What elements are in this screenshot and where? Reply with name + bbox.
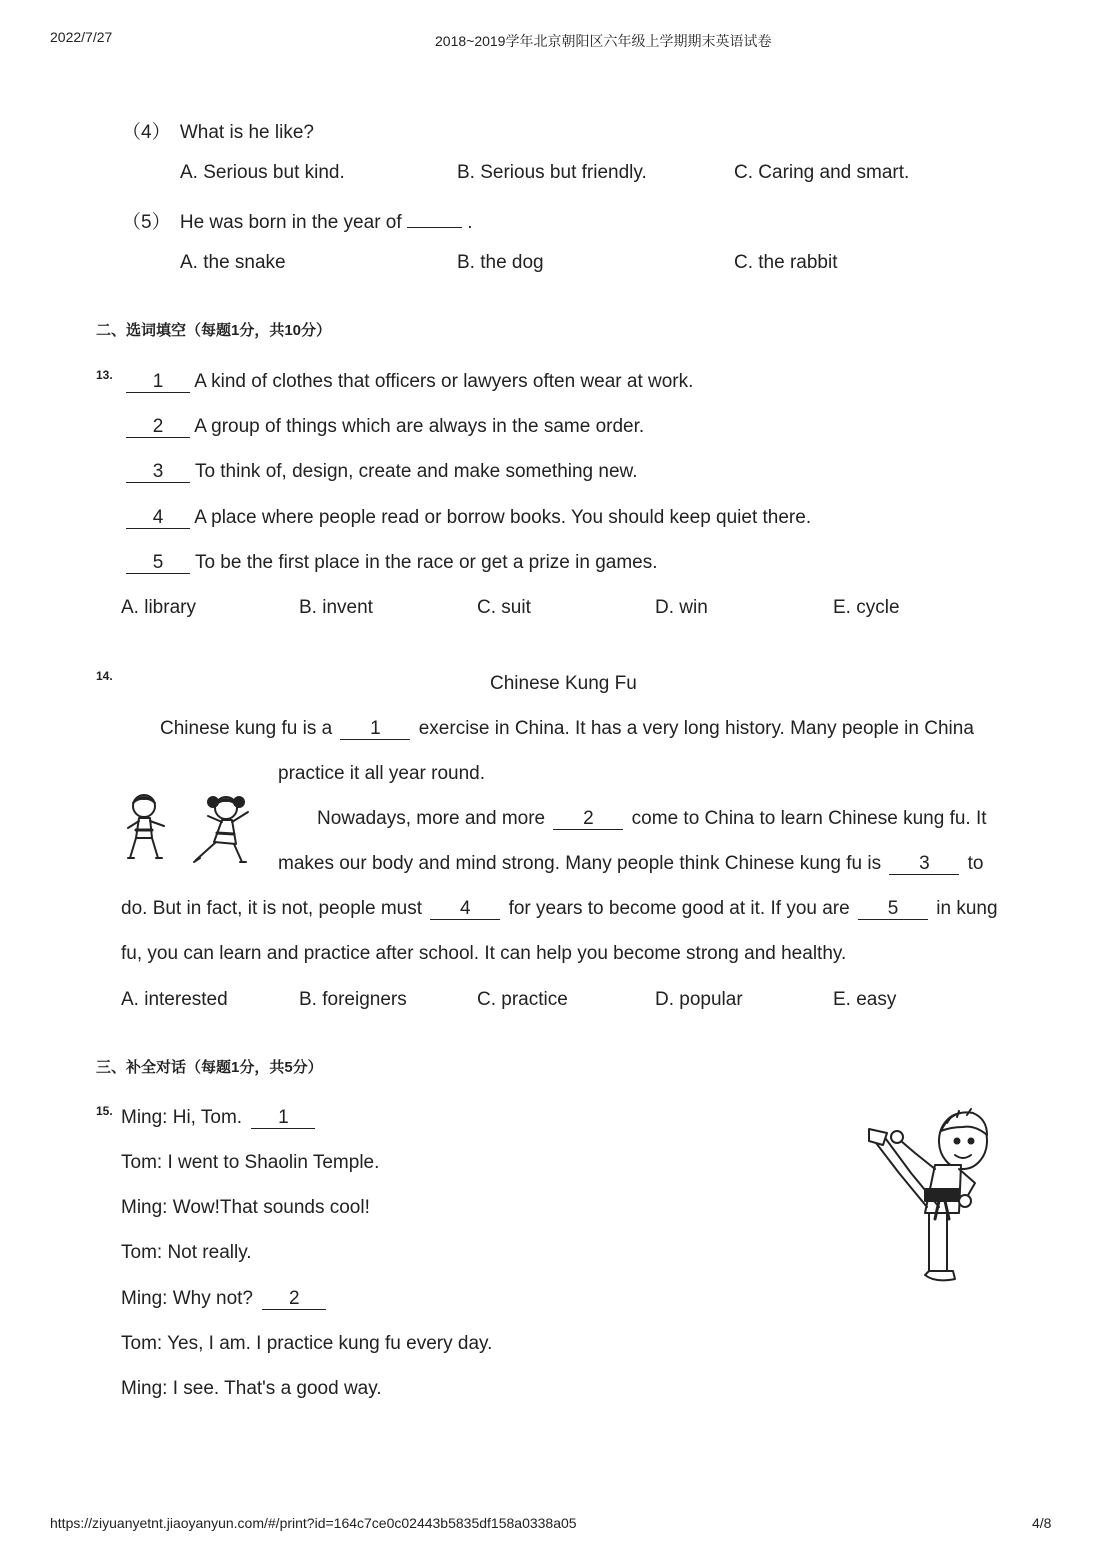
answer-blank: 5 (858, 899, 928, 920)
kung-fu-kids-illustration (124, 790, 266, 868)
q14-option-c: C. practice (477, 989, 568, 1010)
dialogue-line-4: Tom: Not really. (121, 1242, 252, 1263)
answer-blank: 2 (262, 1289, 326, 1310)
item-text: To think of, design, create and make something new. (194, 461, 638, 482)
q5-option-a: A. the snake (180, 252, 286, 273)
q4-option-b: B. Serious but friendly. (457, 162, 647, 183)
item-text: A place where people read or borrow books. You should keep quiet there. (194, 507, 812, 528)
section-2-title: 二、选词填空（每题1分，共10分） (96, 322, 332, 339)
q14-option-a: A. interested (121, 989, 228, 1010)
item-text: To be the first place in the race or get a prize in games. (194, 552, 658, 573)
answer-blank (407, 227, 462, 228)
q13-option-c: C. suit (477, 597, 531, 618)
dialogue-text: Ming: Hi, Tom. (121, 1107, 243, 1128)
page-number: 4/8 (1032, 1515, 1052, 1531)
answer-blank: 3 (126, 462, 190, 483)
answer-blank: 2 (126, 417, 190, 438)
passage-text: to (967, 853, 984, 874)
question-15-number: 15. (96, 1104, 113, 1118)
q14-option-b: B. foreigners (299, 989, 407, 1010)
dialogue-line-2: Tom: I went to Shaolin Temple. (121, 1152, 380, 1173)
page-url: https://ziyuanyetnt.jiaoyanyun.com/#/print?id=164c7ce0c02443b5835df158a0338a05 (50, 1515, 577, 1531)
answer-blank: 2 (553, 809, 623, 830)
dialogue-text: Ming: Why not? (121, 1288, 253, 1309)
answer-blank: 5 (126, 553, 190, 574)
q13-item-3 (126, 461, 637, 483)
question-text: What is he like? (179, 122, 314, 143)
passage-text: makes our body and mind strong. Many people think Chinese kung fu is (278, 853, 882, 874)
question-5 (122, 207, 473, 234)
passage-text: exercise in China. It has a very long history. Many people in China (418, 718, 974, 739)
print-date: 2022/7/27 (50, 29, 113, 45)
passage-line-4 (278, 853, 984, 875)
q14-option-e: E. easy (833, 989, 897, 1010)
q13-option-d: D. win (655, 597, 708, 618)
question-text-end: . (467, 212, 473, 233)
q13-option-e: E. cycle (833, 597, 900, 618)
question-4 (122, 117, 314, 144)
question-13-number: 13. (96, 368, 113, 382)
q14-option-d: D. popular (655, 989, 743, 1010)
item-text: A group of things which are always in the same order. (194, 416, 645, 437)
dialogue-line-1 (121, 1107, 315, 1129)
q13-option-b: B. invent (299, 597, 373, 618)
dialogue-line-7: Ming: I see. That's a good way. (121, 1378, 382, 1399)
q5-option-b: B. the dog (457, 252, 544, 273)
q13-item-4 (126, 507, 811, 529)
passage-text: do. But in fact, it is not, people must (121, 898, 422, 919)
passage-text: come to China to learn Chinese kung fu. It (631, 808, 987, 829)
q4-option-a: A. Serious but kind. (180, 162, 345, 183)
answer-blank: 1 (251, 1108, 315, 1129)
dialogue-line-3: Ming: Wow!That sounds cool! (121, 1197, 370, 1218)
q5-option-c: C. the rabbit (734, 252, 838, 273)
passage-line-6: fu, you can learn and practice after school. It can help you become strong and healthy. (121, 943, 847, 964)
passage-text: Chinese kung fu is a (160, 718, 333, 739)
question-number: （5） (122, 212, 171, 233)
section-3-title: 三、补全对话（每题1分，共5分） (96, 1059, 323, 1076)
passage-text: Nowadays, more and more (317, 808, 546, 829)
passage-line-2: practice it all year round. (278, 763, 485, 784)
q13-item-5 (126, 552, 658, 574)
q13-item-2 (126, 416, 644, 438)
question-14-number: 14. (96, 669, 113, 683)
q13-item-1 (126, 371, 693, 393)
answer-blank: 4 (430, 899, 500, 920)
dialogue-line-6: Tom: Yes, I am. I practice kung fu every day. (121, 1333, 493, 1354)
document-title: 2018~2019学年北京朝阳区六年级上学期期末英语试卷 (435, 33, 772, 49)
answer-blank: 4 (126, 508, 190, 529)
passage-line-3 (317, 808, 987, 830)
karate-kick-boy-illustration (855, 1103, 995, 1289)
passage-text: for years to become good at it. If you are (508, 898, 850, 919)
question-text: He was born in the year of (179, 212, 402, 233)
q13-option-a: A. library (121, 597, 196, 618)
passage-title: Chinese Kung Fu (490, 673, 637, 694)
passage-line-5 (121, 898, 998, 920)
item-text: A kind of clothes that officers or lawyers often wear at work. (194, 371, 694, 392)
q4-option-c: C. Caring and smart. (734, 162, 910, 183)
passage-line-1 (160, 718, 974, 740)
passage-text: in kung (936, 898, 998, 919)
question-number: （4） (122, 122, 171, 143)
answer-blank: 3 (889, 854, 959, 875)
dialogue-line-5 (121, 1288, 326, 1310)
answer-blank: 1 (126, 372, 190, 393)
answer-blank: 1 (340, 719, 410, 740)
